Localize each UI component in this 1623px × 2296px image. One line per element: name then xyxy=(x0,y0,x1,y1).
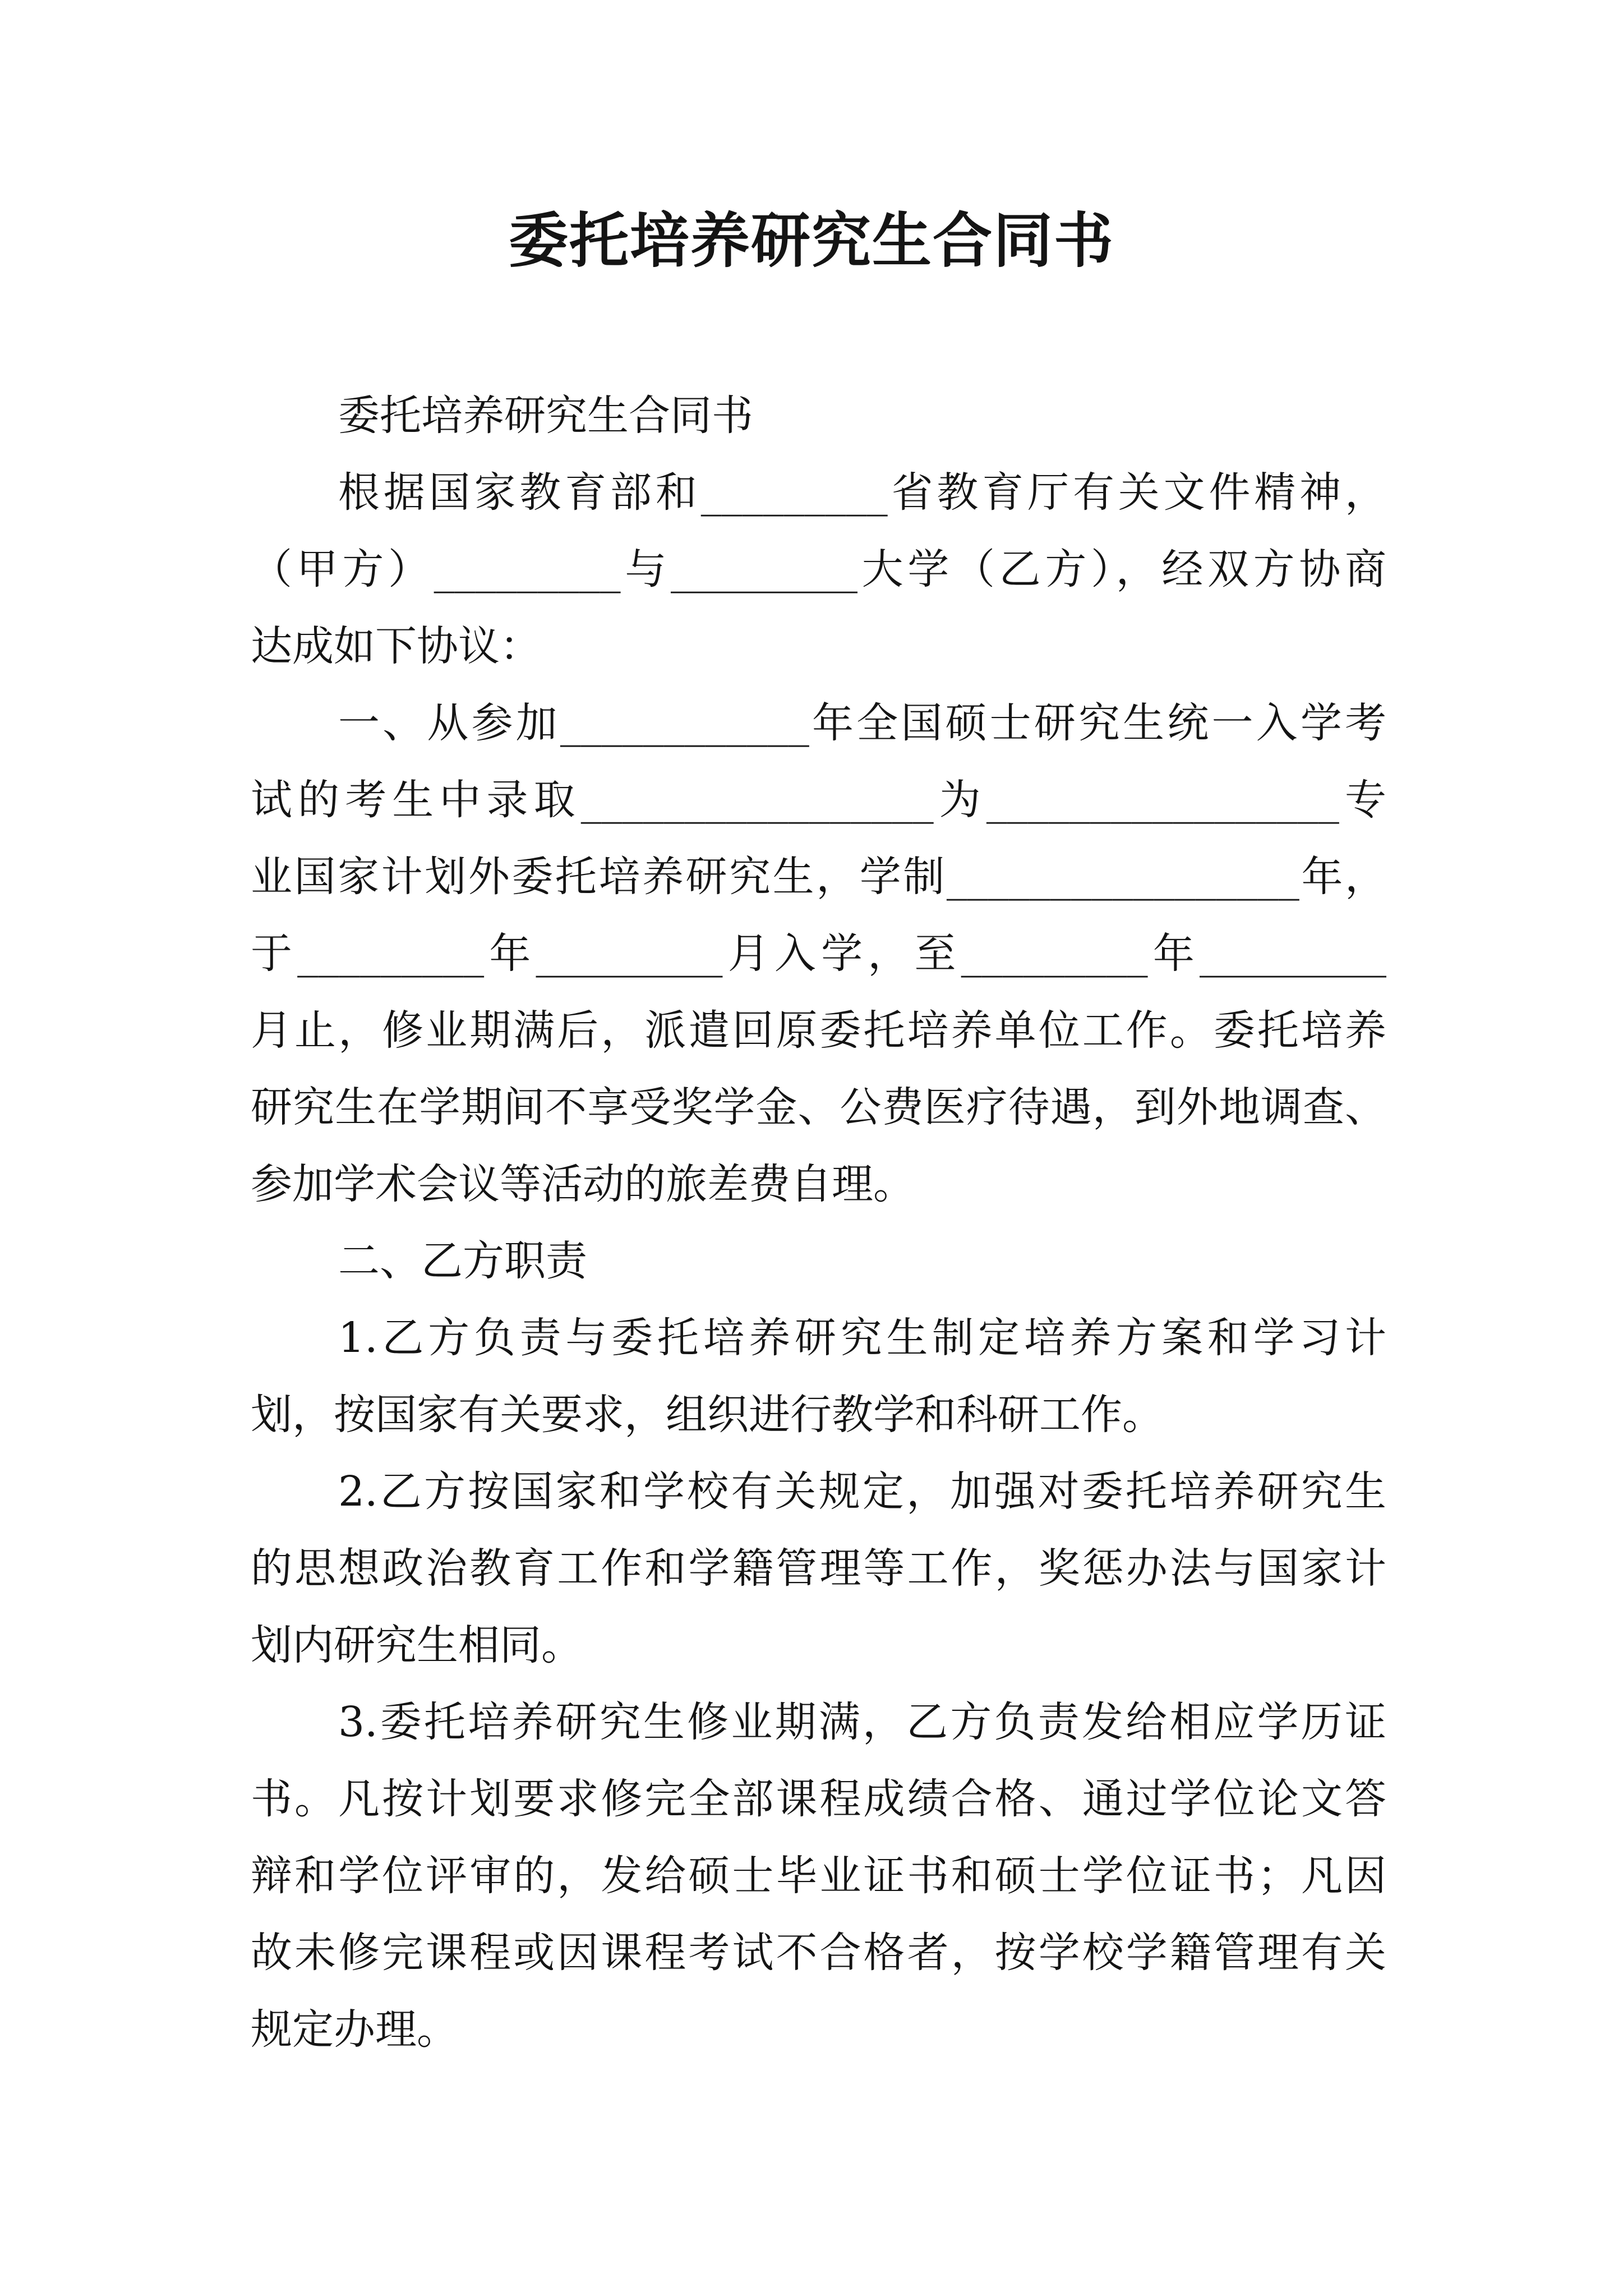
document-body xyxy=(251,378,1386,2068)
paragraph-item-1 xyxy=(251,1300,1386,1453)
paragraph-clause-1 xyxy=(251,685,1386,1223)
text-line: 于_________年_________月入学，至_________年_________ xyxy=(251,930,1386,978)
text-line: 一、从参加____________年全国硕士研究生统一入学考 xyxy=(338,699,1386,747)
paragraph-item-3 xyxy=(251,1684,1386,2068)
text-line: 二、乙方职责 xyxy=(338,1237,587,1285)
text-line: 委托培养研究生合同书 xyxy=(338,392,753,440)
paragraph-item-2 xyxy=(251,1453,1386,1684)
text-line: 规定办理。 xyxy=(251,2005,458,2054)
text-line: 研究生在学期间不享受奖学金、公费医疗待遇，到外地调查、 xyxy=(251,1083,1386,1131)
text-line: 故未修完课程或因课程考试不合格者，按学校学籍管理有关 xyxy=(251,1929,1386,1977)
text-line: 业国家计划外委托培养研究生，学制_________________年， xyxy=(251,853,1386,901)
text-line: 书。凡按计划要求修完全部课程成绩合格、通过学位论文答 xyxy=(251,1775,1386,1823)
paragraph-heading xyxy=(251,378,1386,454)
text-line: 1.乙方负责与委托培养研究生制定培养方案和学习计 xyxy=(338,1314,1386,1362)
text-line: 2.乙方按国家和学校有关规定，加强对委托培养研究生 xyxy=(338,1467,1386,1516)
paragraph-preamble xyxy=(251,454,1386,685)
document-title: 委托培养研究生合同书 xyxy=(509,205,1114,275)
text-line: 划内研究生相同。 xyxy=(251,1621,583,1669)
text-line: 根据国家教育部和_________省教育厅有关文件精神， xyxy=(338,468,1386,517)
text-line: （甲方）_________与_________大学（乙方），经双方协商 xyxy=(251,545,1386,593)
paragraph-section-heading xyxy=(251,1223,1386,1300)
text-line: 达成如下协议： xyxy=(251,622,541,670)
text-line: 划，按国家有关要求，组织进行教学和科研工作。 xyxy=(251,1391,1164,1439)
text-line: 的思想政治教育工作和学籍管理等工作，奖惩办法与国家计 xyxy=(251,1544,1386,1593)
text-line: 辩和学位评审的，发给硕士毕业证书和硕士学位证书；凡因 xyxy=(251,1852,1386,1900)
text-line: 3.委托培养研究生修业期满，乙方负责发给相应学历证 xyxy=(338,1698,1386,1746)
text-line: 参加学术会议等活动的旅差费自理。 xyxy=(251,1160,915,1208)
text-line: 月止，修业期满后，派遣回原委托培养单位工作。委托培养 xyxy=(251,1006,1386,1055)
text-line: 试的考生中录取_________________为_________________专 xyxy=(251,776,1386,824)
